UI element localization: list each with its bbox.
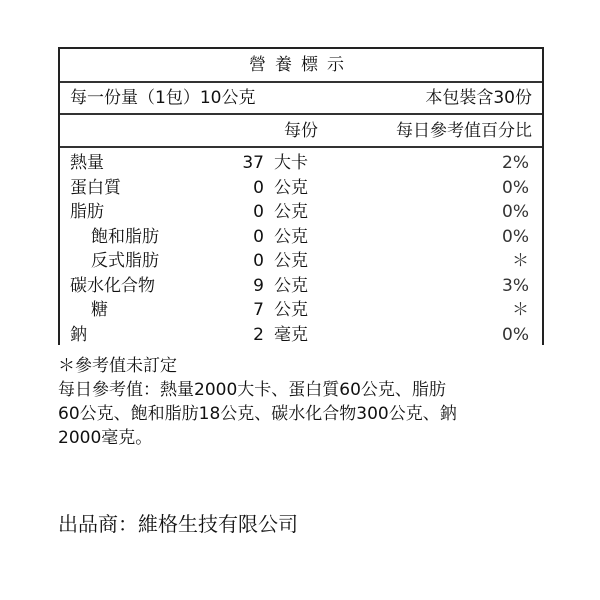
nutrient-unit: 公克 xyxy=(274,251,308,271)
footnote-line: 每日參考值：熱量2000大卡、蛋白質60公克、脂肪 xyxy=(58,380,446,400)
nutrient-row xyxy=(60,176,542,201)
nutrient-unit: 公克 xyxy=(274,226,308,247)
per-serving-header: 每份 xyxy=(284,121,318,141)
nutrient-dv: 3% xyxy=(502,275,529,296)
footnotes xyxy=(58,354,548,450)
nutrition-table xyxy=(58,47,544,345)
nutrient-name: 熱量 xyxy=(70,153,104,173)
serving-size: 每一份量（1包）10公克 xyxy=(70,88,256,108)
nutrient-row xyxy=(60,151,542,176)
footnote-line: 2000毫克。 xyxy=(58,428,153,448)
nutrient-name: 鈉 xyxy=(70,324,87,345)
nutrient-row xyxy=(60,298,542,323)
nutrient-dv: ＊ xyxy=(512,300,529,320)
nutrient-value: 2 xyxy=(253,324,264,345)
dv-header: 每日參考值百分比 xyxy=(396,121,532,141)
nutrient-unit: 公克 xyxy=(274,202,308,222)
nutrient-dv: 0% xyxy=(502,226,529,247)
footnote-undetermined: ＊參考值未訂定 xyxy=(58,356,177,376)
nutrient-dv: 0% xyxy=(502,177,529,198)
nutrient-value: 0 xyxy=(253,251,264,271)
nutrient-dv: 0% xyxy=(502,202,529,222)
nutrient-value: 7 xyxy=(253,300,264,320)
nutrient-value: 37 xyxy=(242,153,264,173)
servings-per-pack: 本包裝含30份 xyxy=(425,88,532,108)
nutrient-name: 糖 xyxy=(91,300,108,320)
nutrient-unit: 公克 xyxy=(274,177,308,198)
nutrient-name: 脂肪 xyxy=(70,202,104,222)
nutrient-dv: ＊ xyxy=(512,251,529,271)
nutrient-dv: 2% xyxy=(502,153,529,173)
nutrient-row xyxy=(60,225,542,250)
nutrient-name: 蛋白質 xyxy=(70,177,121,198)
nutrient-name: 反式脂肪 xyxy=(91,251,159,271)
table-title: 營養標示 xyxy=(60,49,542,83)
nutrient-unit: 大卡 xyxy=(274,153,308,173)
nutrient-row xyxy=(60,323,542,348)
nutrient-unit: 毫克 xyxy=(274,324,308,345)
nutrient-row xyxy=(60,249,542,274)
serving-row xyxy=(60,83,542,115)
nutrient-value: 0 xyxy=(253,202,264,222)
header-row xyxy=(60,115,542,148)
nutrient-dv: 0% xyxy=(502,324,529,345)
nutrient-name: 碳水化合物 xyxy=(70,275,155,296)
nutrient-name: 飽和脂肪 xyxy=(91,226,159,247)
nutrient-value: 9 xyxy=(253,275,264,296)
nutrient-list xyxy=(60,151,542,347)
nutrient-row xyxy=(60,274,542,299)
nutrient-value: 0 xyxy=(253,226,264,247)
nutrient-unit: 公克 xyxy=(274,275,308,296)
nutrient-row xyxy=(60,200,542,225)
nutrient-unit: 公克 xyxy=(274,300,308,320)
manufacturer: 出品商：維格生技有限公司 xyxy=(58,512,298,536)
footnote-line: 60公克、飽和脂肪18公克、碳水化合物300公克、鈉 xyxy=(58,404,457,424)
nutrient-value: 0 xyxy=(253,177,264,198)
